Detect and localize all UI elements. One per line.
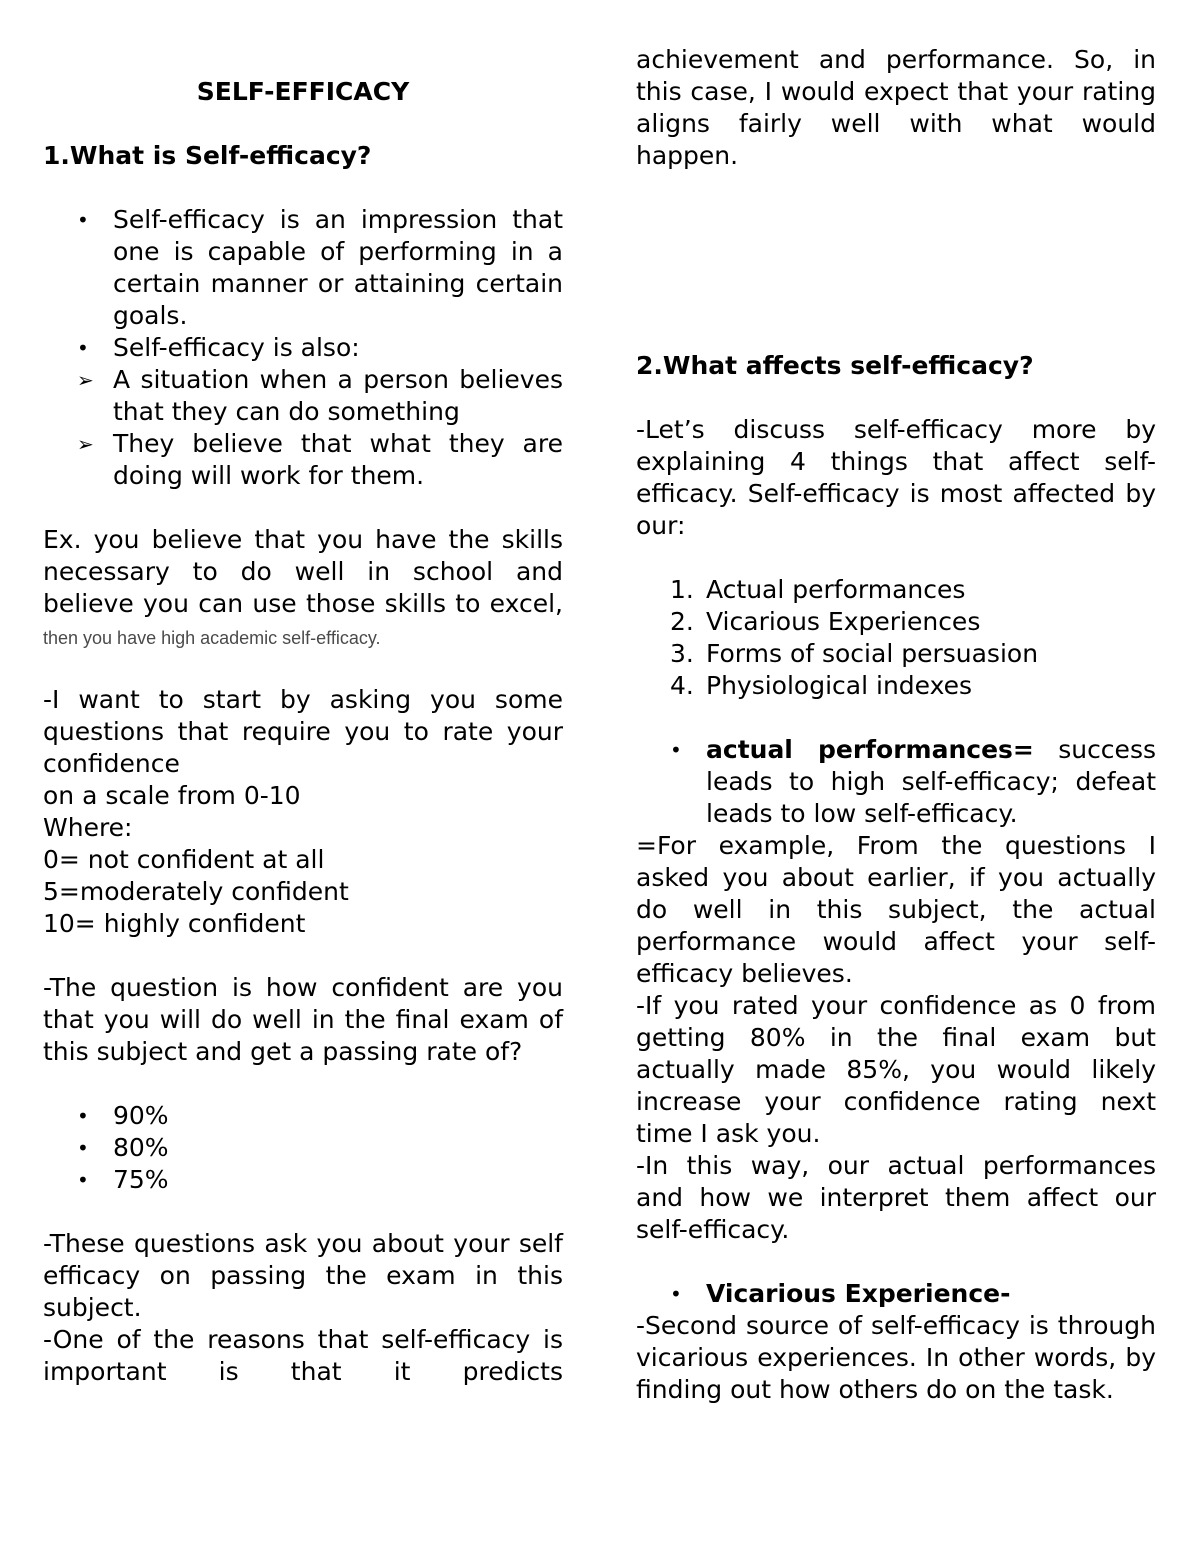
bullet-icon: • bbox=[77, 336, 89, 360]
list-item: • 90% bbox=[77, 1101, 169, 1130]
arrow-bullet-icon: ➢ bbox=[77, 432, 94, 456]
arrow-bullet-icon: ➢ bbox=[77, 368, 94, 392]
paragraph: -Second source of self-efficacy is through vicarious experiences. In other words, by finding out how others do on the task. bbox=[636, 1311, 1156, 1404]
scale-line: on a scale from 0-10 bbox=[43, 781, 301, 810]
paragraph: -One of the reasons that self-efficacy is important is that it predicts bbox=[43, 1325, 563, 1386]
list-item: 1. Actual performances bbox=[670, 575, 966, 604]
rate-list bbox=[43, 1100, 563, 1196]
right-column bbox=[636, 44, 1156, 1406]
bullet-icon: • bbox=[77, 208, 89, 232]
list-item: • actual performances= success leads to high self-efficacy; defeat leads to low self-efficacy. bbox=[670, 735, 1156, 828]
paragraph: -If you rated your confidence as 0 from getting 80% in the final exam but actually made 85%, you would likely increase your confidence rating next time I ask you. bbox=[636, 991, 1156, 1148]
paragraph: =For example, From the questions I asked you about earlier, if you actually do well in this subject, the actual performance would affect your self-efficacy believes. bbox=[636, 831, 1156, 988]
where-label: Where: bbox=[43, 813, 133, 842]
bullet-icon: • bbox=[77, 1136, 89, 1160]
actual-performances-list bbox=[636, 734, 1156, 830]
list-item: 3. Forms of social persuasion bbox=[670, 639, 1039, 668]
list-item: ➢ They believe that what they are doing will work for them. bbox=[77, 429, 563, 490]
bullet-icon: • bbox=[670, 1282, 682, 1306]
scale-item: 0= not confident at all bbox=[43, 845, 325, 874]
intro-paragraph: -I want to start by asking you some questions that require you to rate your confidence bbox=[43, 685, 563, 778]
paragraph: -In this way, our actual performances and how we interpret them affect our self-efficacy. bbox=[636, 1151, 1156, 1244]
list-item: • Vicarious Experience- bbox=[670, 1279, 1011, 1308]
list-item: 4. Physiological indexes bbox=[670, 671, 973, 700]
question-paragraph: -The question is how confident are you that you will do well in the final exam of this subject and get a passing rate of? bbox=[43, 973, 563, 1066]
intro-paragraph: -Let’s discuss self-efficacy more by explaining 4 things that affect self-efficacy. Self-efficacy is most affected by our: bbox=[636, 415, 1156, 540]
paragraph: -These questions ask you about your self efficacy on passing the exam in this subject. bbox=[43, 1229, 563, 1322]
example-paragraph: Ex. you believe that you have the skills necessary to do well in school and believe you can use those skills to excel, then you have high academic self-efficacy. bbox=[43, 525, 563, 648]
bullet-icon: • bbox=[77, 1104, 89, 1128]
continuation-paragraph: achievement and performance. So, in this case, I would expect that your rating aligns fairly well with what would happen. bbox=[636, 45, 1156, 170]
factors-numbered-list bbox=[636, 574, 1156, 702]
list-item: 2. Vicarious Experiences bbox=[670, 607, 981, 636]
heading-what-affects-self-efficacy: 2.What affects self-efficacy? bbox=[636, 351, 1034, 380]
list-item: • Self-efficacy is an impression that one is capable of performing in a certain manner or attaining certain goals. bbox=[77, 205, 563, 330]
heading-what-is-self-efficacy: 1.What is Self-efficacy? bbox=[43, 141, 372, 170]
bullet-icon: • bbox=[77, 1168, 89, 1192]
vicarious-list bbox=[636, 1278, 1156, 1310]
bullet-icon: • bbox=[670, 738, 682, 762]
scale-item: 5=moderately confident bbox=[43, 877, 349, 906]
arrow-list bbox=[43, 364, 563, 492]
document-title: SELF-EFFICACY bbox=[196, 77, 410, 106]
definition-bullet-list bbox=[43, 204, 563, 364]
list-item: • Self-efficacy is also: bbox=[77, 333, 360, 362]
list-item: ➢ A situation when a person believes that they can do something bbox=[77, 365, 563, 426]
left-column bbox=[43, 44, 563, 1388]
list-item: • 80% bbox=[77, 1133, 169, 1162]
scale-item: 10= highly confident bbox=[43, 909, 306, 938]
list-item: • 75% bbox=[77, 1165, 169, 1194]
